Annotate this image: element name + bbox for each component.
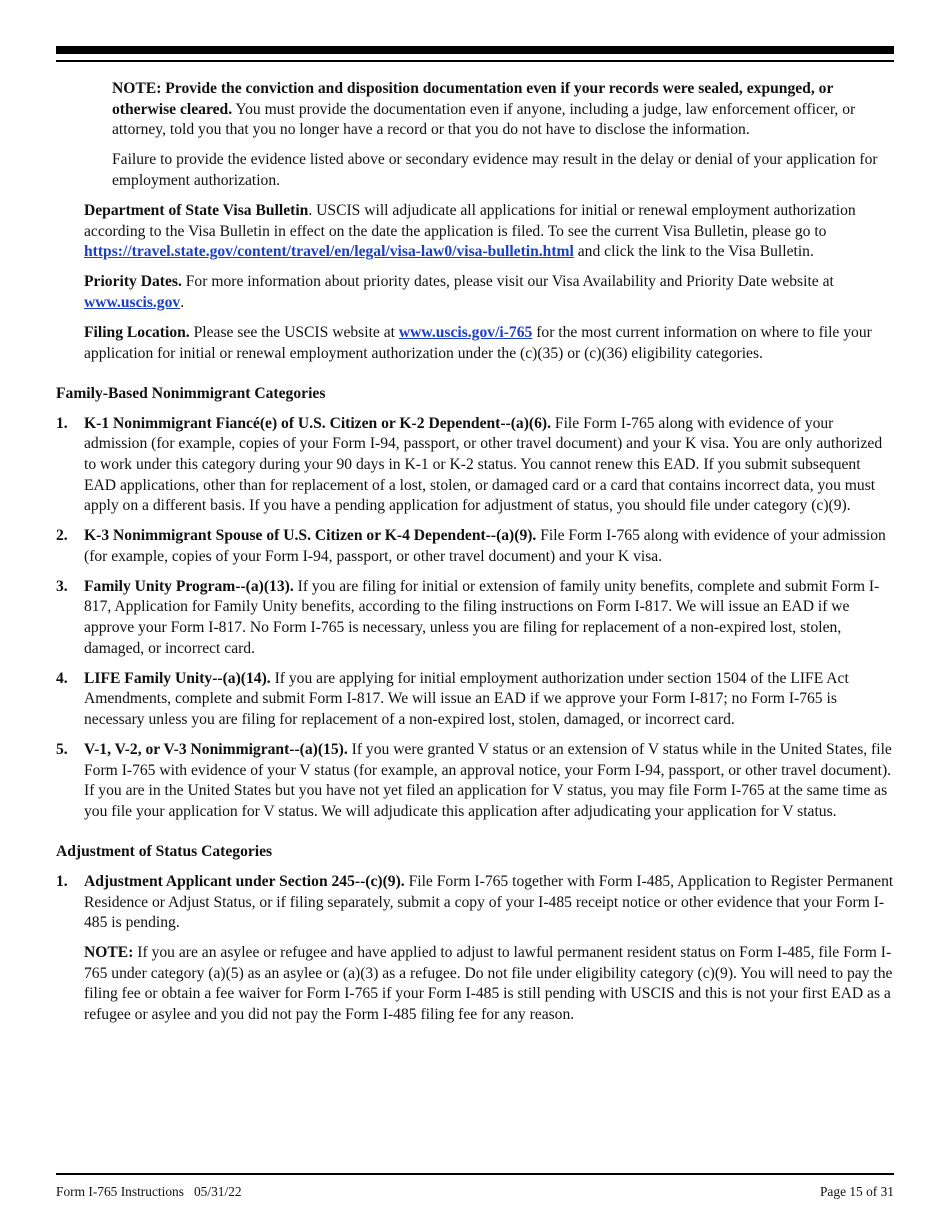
i765-link[interactable]: www.uscis.gov/i-765: [398, 323, 533, 341]
footer-page-number: Page 15 of 31: [819, 1184, 894, 1199]
footer-rule: [56, 1173, 894, 1175]
list-item: [56, 577, 896, 659]
item-number: 2.: [56, 527, 68, 545]
item-text: If you were granted V status or an extension of V status while in the United States, file Form I-765 with evidence of your V status (for example, an approval notice, your Form I-94, passport, or other travel document). If you are in the United States but you have not yet filed an application for V status, you may file Form I-765 at the same time as you file your application for V status. We will adjudicate this application after adjudicating your application for V status.: [84, 741, 892, 820]
item-number: 5.: [56, 741, 68, 759]
list-item: [56, 669, 896, 731]
priority-dates-text-end: .: [180, 293, 185, 311]
item-text: File Form I-765 along with evidence of your admission (for example, copies of your Form I-94, passport, or other travel document) and your K visa. You are only authorized to work under this category during your 90 days in K-1 or K-2 status. You cannot renew this EAD. If you submit subsequent EAD applications, other than for replacement of a lost, stolen, or damaged card or a card that contains incorrect data, you must apply on a different basis. If you have a pending application for adjustment of status, you should file under category (c)(9).: [84, 414, 883, 515]
priority-dates-text: For more information about priority dates, please visit our Visa Availability and Priority Date website at: [181, 273, 834, 291]
filing-location-text: Please see the USCIS website at: [189, 323, 399, 341]
note-text: You must provide the documentation even if anyone, including a judge, law enforcement officer, or attorney, told you that you no longer have a record or that you do not have to disclose the information.: [112, 100, 856, 139]
visa-bulletin-heading: Department of State Visa Bulletin: [84, 201, 309, 219]
page-content: [56, 79, 896, 1026]
footer-form-label: Form I-765 Instructions 05/31/22: [56, 1184, 242, 1199]
visa-bulletin-link[interactable]: https://travel.state.gov/content/travel/en/legal/visa-law0/visa-bulletin.html: [84, 243, 574, 261]
item-title: K-1 Nonimmigrant Fiancé(e) of U.S. Citizen or K-2 Dependent--(a)(6).: [84, 414, 552, 432]
item-number: 1.: [56, 873, 68, 890]
item-title: V-1, V-2, or V-3 Nonimmigrant--(a)(15).: [84, 741, 348, 759]
filing-location-text-end: for the most current information on where to file your application for initial or renewal employment authorization under the (c)(35) or (c)(36) eligibility categories.: [84, 323, 872, 362]
priority-dates-paragraph: [84, 272, 896, 313]
uscis-link[interactable]: www.uscis.gov: [84, 293, 181, 311]
item-title: Family Unity Program--(a)(13).: [84, 577, 294, 595]
priority-dates-heading: Priority Dates.: [84, 273, 182, 291]
header-thin-rule: [56, 60, 894, 62]
item-number: 1.: [56, 414, 68, 432]
item-number: 3.: [56, 577, 68, 595]
visa-bulletin-text: . USCIS will adjudicate all applications for initial or renewal employment authorization according to the Visa Bulletin in effect on the date the application is filed. To see the current Visa Bulletin, please go to: [84, 201, 856, 240]
item-title: K-3 Nonimmigrant Spouse of U.S. Citizen or K-4 Dependent--(a)(9).: [84, 527, 537, 545]
asylee-note-text: If you are an asylee or refugee and have applied to adjust to lawful permanent resident status on Form I-485, file Form I-765 under category (a)(5) as an asylee or (a)(3) as a refugee. Do not file under eligibility category (c)(9). You will need to pay the filing fee or obtain a fee waiver for Form I-765 if your Form I-485 is still pending with USCIS and this is not your first EAD as a refugee or asylee and you did not pay the Form I-485 filing fee for any reason.: [84, 944, 893, 1024]
visa-bulletin-paragraph: [84, 201, 896, 263]
item-text: File Form I-765 along with evidence of your admission (for example, copies of your Form I-94, passport, or other travel document) and your K visa.: [84, 527, 886, 565]
asylee-note-label: NOTE:: [84, 944, 134, 962]
list-item: [56, 526, 896, 567]
item-text: If you are filing for initial or extension of family unity benefits, complete and submit Form I-817, Application for Family Unity benefits, according to the filing instructions on Form I-817. We will issue an EAD if we approve your Form I-817. No Form I-765 is necessary, unless you are filing for replacement of a non-expired lost, stolen, damaged, or incorrect card.: [84, 577, 880, 657]
list-item: [56, 872, 896, 934]
list-item: [56, 740, 896, 822]
visa-bulletin-text-end: and click the link to the Visa Bulletin.: [573, 243, 814, 261]
family-categories-list: [56, 414, 896, 823]
failure-paragraph: Failure to provide the evidence listed above or secondary evidence may result in the delay or denial of your application for employment authorization.: [112, 151, 878, 189]
adjustment-section-heading: Adjustment of Status Categories: [56, 843, 273, 861]
item-number: 4.: [56, 669, 68, 687]
conviction-note: [112, 79, 896, 141]
family-section-heading: Family-Based Nonimmigrant Categories: [56, 385, 326, 403]
item-title: LIFE Family Unity--(a)(14).: [84, 669, 271, 687]
list-item: [56, 414, 896, 517]
item-title: Adjustment Applicant under Section 245--(c)(9).: [84, 873, 405, 890]
item-text: File Form I-765 together with Form I-485, Application to Register Permanent Residence or Adjust Status, or if filing separately, submit a copy of your I-485 receipt notice or other evidence that your Form I-485 is pending.: [84, 873, 894, 932]
asylee-note: [84, 943, 896, 1025]
header-thick-rule: [56, 46, 894, 54]
filing-location-paragraph: [84, 323, 896, 364]
adjustment-categories-list: [56, 872, 896, 934]
note-bold: NOTE: Provide the conviction and disposition documentation even if your records were sealed, expunged, or otherwise cleared.: [112, 80, 834, 118]
filing-location-heading: Filing Location.: [84, 323, 190, 341]
item-text: If you are applying for initial employment authorization under section 1504 of the LIFE Act Amendments, complete and submit Form I-817. We will issue an EAD if we approve your Form I-817; no Form I-765 is necessary unless you are filing for replacement of a non-expired lost, stolen, damaged, or incorrect card.: [84, 669, 849, 728]
